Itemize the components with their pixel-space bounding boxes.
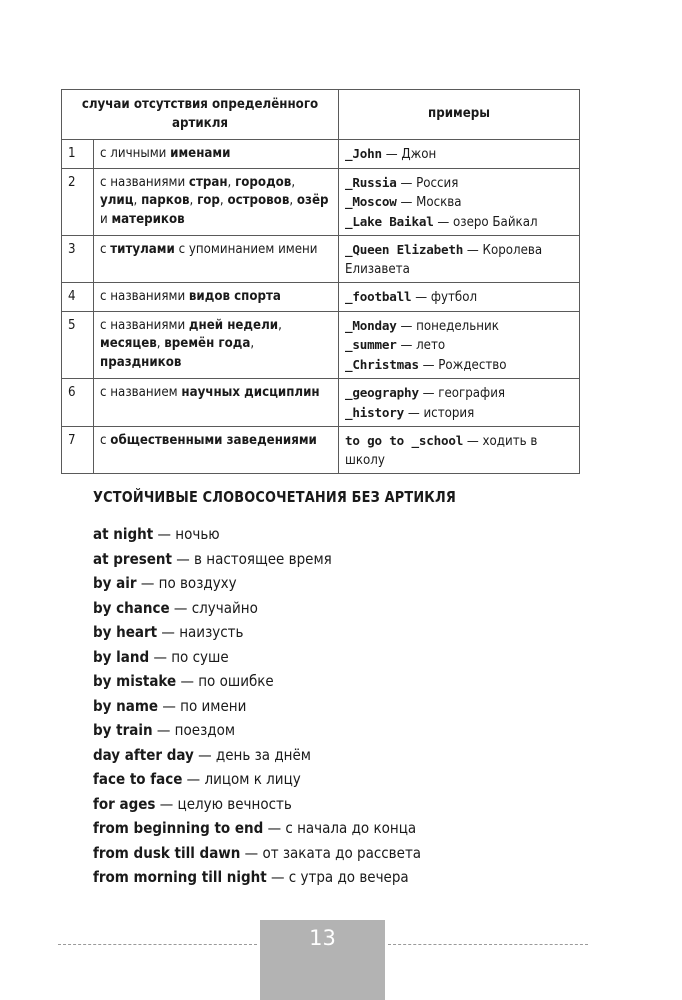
phrase-translation: — в настоящее время — [171, 549, 332, 568]
text-segment: с названиями — [100, 174, 189, 190]
table-row — [62, 168, 580, 236]
phrase-english: at present — [93, 549, 172, 568]
bold-term: парков — [141, 193, 190, 208]
phrase-item — [93, 547, 421, 572]
bold-term: городов — [235, 174, 292, 190]
phrase-translation: — по воздуху — [136, 574, 237, 592]
text-segment: , — [289, 193, 297, 208]
text-segment: с — [100, 433, 111, 448]
row-examples — [339, 311, 580, 379]
text-segment: , — [133, 193, 142, 208]
row-description — [94, 283, 339, 312]
russian-translation: — Джон — [381, 147, 437, 162]
page-number: 13 — [309, 926, 336, 950]
bold-term: материков — [111, 211, 185, 227]
page-number-box — [260, 920, 385, 1000]
phrase-english: by air — [93, 574, 137, 592]
russian-translation: — Россия — [396, 175, 459, 191]
phrase-item — [93, 620, 421, 645]
row-number: 7 — [62, 427, 94, 474]
russian-translation: — Москва — [396, 195, 462, 210]
bold-term: именами — [170, 146, 231, 161]
bold-term: времён года — [164, 336, 251, 351]
phrase-item — [93, 865, 421, 890]
english-example: _Moscow — [345, 194, 397, 209]
text-segment: и — [100, 211, 112, 227]
row-description — [94, 140, 339, 169]
text-segment: , — [278, 317, 282, 333]
text-segment: с личными — [100, 146, 171, 161]
phrase-english: by mistake — [93, 672, 177, 690]
article-usage-table — [61, 89, 580, 474]
row-number: 1 — [62, 140, 94, 169]
phrase-translation: — день за днём — [193, 745, 311, 764]
header-cases: случаи отсутствия определённого артикля — [62, 90, 339, 140]
english-example: _geography — [345, 385, 419, 400]
english-example: _Lake Baikal — [345, 213, 434, 229]
english-example: _Monday — [345, 317, 397, 333]
phrase-translation: — по ошибке — [176, 672, 274, 690]
english-example: to go to _school — [345, 433, 464, 448]
table-header-row — [62, 90, 580, 140]
phrase-item — [93, 596, 421, 621]
row-number: 5 — [62, 311, 94, 379]
english-example: _Russia — [345, 174, 397, 190]
row-examples — [339, 236, 580, 283]
phrase-english: by heart — [93, 623, 158, 641]
phrase-item — [93, 767, 421, 792]
russian-translation: — озеро Байкал — [433, 214, 538, 230]
row-examples — [339, 283, 580, 312]
english-example: _football — [345, 289, 412, 304]
english-example: _history — [345, 404, 405, 420]
phrase-translation: — случайно — [169, 598, 258, 617]
row-examples — [339, 427, 580, 474]
phrase-item — [93, 841, 421, 866]
text-segment: , — [189, 193, 198, 208]
phrase-item — [93, 743, 421, 768]
phrase-translation: — целую вечность — [155, 794, 292, 813]
table-row — [62, 236, 580, 283]
footer-dashed-line-right — [388, 944, 588, 945]
phrase-translation: — с начала до конца — [263, 819, 417, 837]
bold-term: общественными заведениями — [110, 433, 317, 448]
bold-term: гор — [197, 193, 220, 208]
table-row — [62, 379, 580, 427]
row-examples — [339, 168, 580, 236]
bold-term: месяцев — [100, 336, 157, 351]
phrase-translation: — ночью — [153, 525, 220, 543]
bold-term: дней недели — [188, 317, 279, 333]
phrase-english: by land — [93, 647, 150, 666]
phrase-english: from beginning to end — [93, 819, 264, 837]
phrase-english: day after day — [93, 745, 194, 764]
text-segment: , — [227, 174, 236, 190]
bold-term: островов — [227, 193, 290, 208]
example-line — [345, 288, 573, 308]
text-segment: , — [219, 193, 228, 208]
phrase-translation: — наизусть — [157, 623, 244, 641]
phrase-english: by train — [93, 721, 153, 739]
row-examples — [339, 140, 580, 169]
bold-term: научных дисциплин — [181, 385, 320, 400]
footer-dashed-line-left — [58, 944, 257, 945]
phrase-item — [93, 669, 421, 694]
row-description — [94, 236, 339, 283]
text-segment: с названием — [100, 385, 182, 400]
example-line — [345, 356, 573, 376]
example-line — [345, 336, 573, 356]
example-line — [345, 193, 573, 213]
phrase-english: for ages — [93, 794, 156, 813]
row-description — [94, 427, 339, 474]
bold-term: праздников — [100, 354, 182, 370]
bold-term: титулами — [110, 242, 175, 257]
russian-translation: — ходить в школу — [345, 434, 538, 468]
section-title: УСТОЙЧИВЫЕ СЛОВОСОЧЕТАНИЯ БЕЗ АРТИКЛЯ — [93, 488, 457, 506]
row-number: 3 — [62, 236, 94, 283]
phrase-translation: — от заката до рассвета — [240, 843, 422, 862]
russian-translation: — Рождество — [418, 357, 507, 373]
russian-translation: — история — [404, 405, 475, 421]
row-examples — [339, 379, 580, 427]
phrase-english: face to face — [93, 770, 183, 788]
table-row — [62, 311, 580, 379]
table-row — [62, 427, 580, 474]
russian-translation: — Королева Елизавета — [345, 243, 543, 277]
phrase-item — [93, 694, 421, 719]
row-description — [94, 311, 339, 379]
table-body — [62, 140, 580, 474]
table-row — [62, 283, 580, 312]
bold-term: стран — [188, 174, 228, 190]
english-example: _Queen Elizabeth — [345, 242, 464, 257]
russian-translation: — география — [418, 386, 506, 401]
english-example: _John — [345, 146, 382, 161]
phrase-item — [93, 718, 421, 743]
phrase-item — [93, 792, 421, 817]
phrase-item — [93, 571, 421, 596]
text-segment: с упоминанием имени — [174, 242, 318, 257]
phrase-translation: — с утра до вечера — [266, 868, 409, 886]
row-description — [94, 168, 339, 236]
phrase-item — [93, 816, 421, 841]
phrase-english: at night — [93, 525, 154, 543]
row-number: 6 — [62, 379, 94, 427]
phrase-translation: — по суше — [149, 647, 229, 666]
phrase-item — [93, 645, 421, 670]
row-description — [94, 379, 339, 427]
phrase-english: by chance — [93, 598, 170, 617]
phrase-translation: — по имени — [158, 696, 247, 715]
bold-term: видов спорта — [188, 289, 281, 304]
russian-translation: — лето — [396, 338, 446, 353]
english-example: _summer — [345, 337, 397, 352]
phrase-list — [93, 522, 421, 890]
phrase-translation: — лицом к лицу — [182, 770, 301, 788]
example-line — [345, 384, 573, 404]
header-examples: примеры — [339, 90, 580, 140]
table-row — [62, 140, 580, 169]
example-line — [345, 404, 573, 424]
text-segment: с названиями — [100, 317, 189, 333]
phrase-english: by name — [93, 696, 159, 715]
row-number: 2 — [62, 168, 94, 236]
english-example: _Christmas — [345, 356, 419, 372]
example-line — [345, 145, 573, 165]
text-segment: , — [291, 174, 296, 190]
phrase-item — [93, 522, 421, 547]
russian-translation: — футбол — [411, 290, 478, 305]
phrase-english: from dusk till dawn — [93, 843, 241, 862]
text-segment: с — [100, 242, 111, 257]
example-line — [345, 317, 573, 337]
row-number: 4 — [62, 283, 94, 312]
russian-translation: — понедельник — [396, 318, 499, 334]
example-line — [345, 241, 573, 279]
bold-term: улиц — [100, 193, 134, 208]
text-segment: с названиями — [100, 289, 189, 304]
bold-term: озёр — [296, 193, 329, 208]
text-segment: , — [250, 336, 255, 351]
example-line — [345, 432, 573, 470]
text-segment: , — [156, 336, 165, 351]
phrase-english: from morning till night — [93, 868, 267, 886]
example-line — [345, 213, 573, 233]
phrase-translation: — поездом — [152, 721, 236, 739]
example-line — [345, 174, 573, 194]
